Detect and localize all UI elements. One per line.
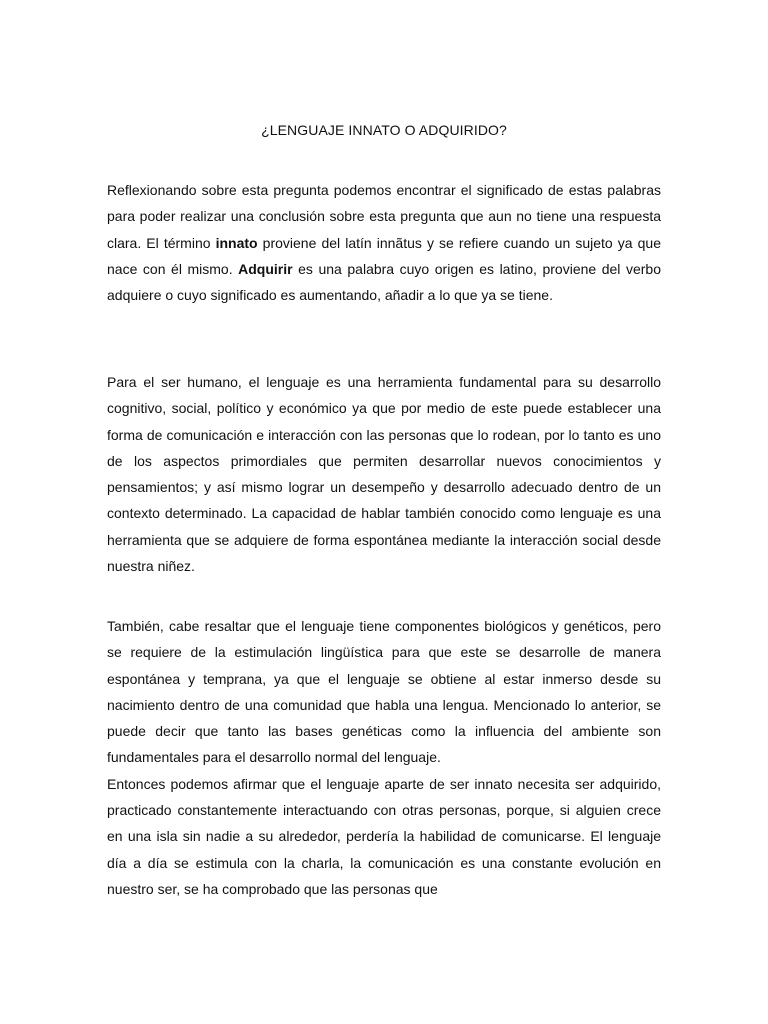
paragraph-2-text: Para el ser humano, el lenguaje es una herramienta fundamental para su desarrollo cognitivo, social, político y económico ya que por medio de este puede establecer una forma de comunicación e interacción con las personas que lo rodean, por lo tanto es uno de los aspectos primordiales que permiten desarrollar nuevos conocimientos y pensamientos; y así mismo lograr un desempeño y desarrollo adecuado dentro de un contexto determinado. La capacidad de hablar también conocido como lenguaje es una herramienta que se adquiere de forma espontánea mediante la interacción social desde nuestra niñez. xyxy=(107,374,661,575)
paragraph-3-text: También, cabe resaltar que el lenguaje tiene componentes biológicos y genéticos, pero se requiere de la estimulación lingüística para que este se desarrolle de manera espontánea y temprana, ya que el lenguaje se obtiene al estar inmerso desde su nacimiento dentro de una comunidad que habla una lengua. Mencionado lo anterior, se puede decir que tanto las bases genéticas como la influencia del ambiente son fundamentales para el desarrollo normal del lenguaje. xyxy=(107,618,661,766)
paragraph-4-text: Entonces podemos afirmar que el lenguaje aparte de ser innato necesita ser adquirido, practicado constantemente interactuando con otras personas, porque, si alguien crece en una isla sin nadie a su alrededor, perdería la habilidad de comunicarse. El lenguaje día a día se estimula con la charla, la comunicación es una constante evolución en nuestro ser, se ha comprobado que las personas que xyxy=(107,775,661,897)
paragraph-1 xyxy=(107,177,661,308)
paragraphs-3-4 xyxy=(107,613,661,902)
paragraph-1-text-b: proviene del latín innãtus y se refiere cuando un sujeto ya que nace con él mismo. xyxy=(107,234,661,277)
paragraph-1-text-c: es una palabra cuyo origen es latino, proviene del verbo adquiere o cuyo significado es aumentando, añadir a lo que ya se tiene. xyxy=(107,260,661,304)
document-title: ¿LENGUAJE INNATO O ADQUIRIDO? xyxy=(261,122,507,138)
paragraph-2 xyxy=(107,369,661,579)
term-adquirir: Adquirir xyxy=(238,260,293,277)
paragraph-1-text-a: Reflexionando sobre esta pregunta podemos encontrar el significado de estas palabras para poder realizar una conclusión sobre esta pregunta que aun no tiene una respuesta clara. El término xyxy=(107,182,661,251)
term-innato: innato xyxy=(215,234,258,251)
